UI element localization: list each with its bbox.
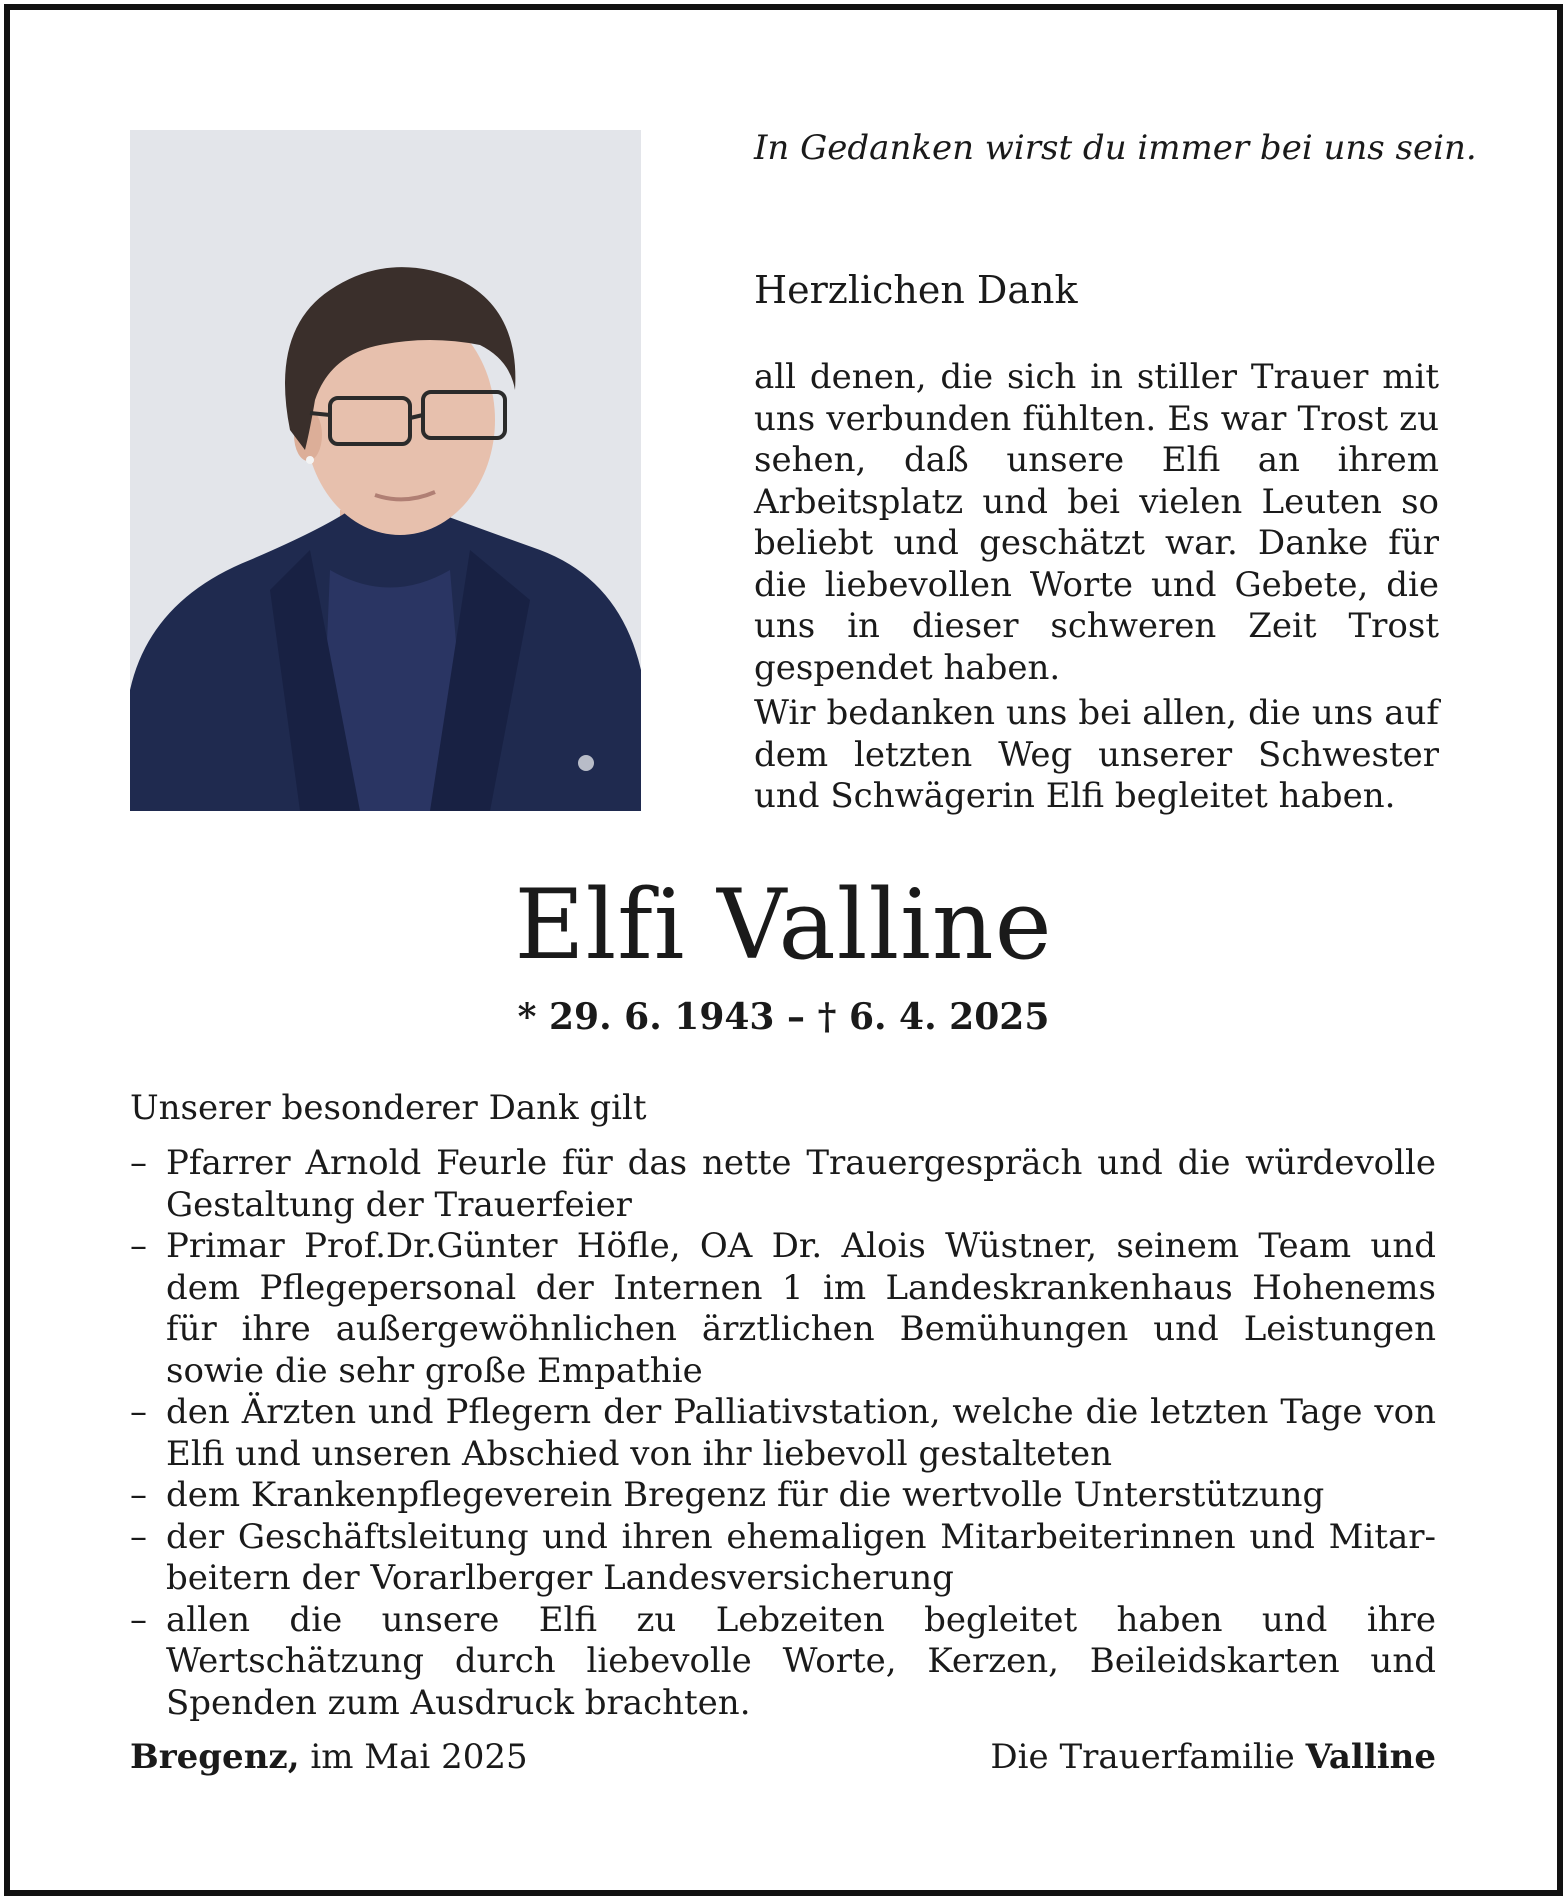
list-dash: – xyxy=(130,1392,147,1432)
list-dash: – xyxy=(130,1143,147,1183)
death-date: 6. 4. 2025 xyxy=(848,996,1050,1038)
list-item xyxy=(130,1143,1436,1226)
date-separator: – xyxy=(787,996,806,1038)
list-item-text: dem Krankenpflegeverein Bregenz für die wertvolle Unterstützung xyxy=(166,1475,1325,1515)
list-item xyxy=(130,1517,1436,1600)
special-thanks-intro: Unserer besonderer Dank gilt xyxy=(130,1088,647,1128)
thanks-paragraph-1: all denen, die sich in stiller Trauer mit uns verbunden fühlten. Es war Trost zu sehen, daß unsere Elfi an ihrem Arbeitsplatz und bei vielen Leuten so beliebt und geschätzt war. Danke für die liebevollen Worte und Gebete, die uns in dieser schweren Zeit Trost gespendet haben. xyxy=(754,357,1439,688)
date: im Mai 2025 xyxy=(310,1737,528,1777)
memorial-quote: In Gedanken wirst du immer bei uns sein. xyxy=(754,128,1477,168)
list-item-text: allen die unsere Elfi zu Lebzeiten begleitet haben und ihre Wertschätzung durch liebevolle Worte, Kerzen, Beileidskarten und Spenden zum Ausdruck brachten. xyxy=(166,1599,1436,1723)
deceased-name: Elfi Valline xyxy=(514,869,1053,981)
place: Bregenz, xyxy=(130,1737,300,1777)
list-dash: – xyxy=(130,1516,147,1557)
place-and-date xyxy=(130,1736,528,1778)
portrait-photo xyxy=(130,130,641,811)
family-prefix: Die Trauerfamilie xyxy=(990,1737,1295,1777)
list-dash: – xyxy=(130,1226,147,1266)
thanks-heading: Herzlichen Dank xyxy=(754,268,1078,312)
list-item-text: Primar Prof.Dr.Günter Höfle, OA Dr. Alois Wüstner, seinem Team und dem Pflegepersonal der Internen 1 im Landeskrankenhaus Hohenems für ihre außergewöhnlichen ärztlichen Bemühungen und Leistungen sowie die sehr große Empathie xyxy=(166,1226,1436,1391)
list-dash: – xyxy=(130,1475,147,1515)
death-symbol: † xyxy=(817,996,837,1038)
list-item-text: den Ärzten und Pflegern der Palliativstation, welche die letzten Tage von Elfi und unseren Abschied von ihr liebevoll gestalteten xyxy=(166,1392,1436,1474)
list-item xyxy=(130,1475,1436,1517)
list-item-text: Pfarrer Arnold Feurle für das nette Trauergespräch und die würdevolle Gestaltung der Trauerfeier xyxy=(166,1143,1436,1225)
portrait-illustration xyxy=(130,130,641,811)
birth-date: 29. 6. 1943 xyxy=(548,996,775,1038)
thanks-paragraph-2: Wir bedanken uns bei allen, die uns auf dem letzten Weg unserer Schwester und Schwägerin Elfi begleitet haben. xyxy=(754,693,1439,816)
list-item xyxy=(130,1600,1436,1725)
special-thanks-list xyxy=(130,1143,1436,1724)
list-item xyxy=(130,1392,1436,1475)
life-dates xyxy=(0,994,1567,1040)
list-item xyxy=(130,1226,1436,1392)
list-dash: – xyxy=(130,1599,147,1640)
family-signature xyxy=(990,1736,1436,1778)
birth-symbol: * xyxy=(517,996,537,1038)
list-item-text: der Geschäftsleitung und ihren ehemaligen Mitarbeiterinnen und Mitarbeitern der Vorarlberger Landesversicherung xyxy=(166,1516,1436,1598)
family-name: Valline xyxy=(1305,1737,1436,1777)
